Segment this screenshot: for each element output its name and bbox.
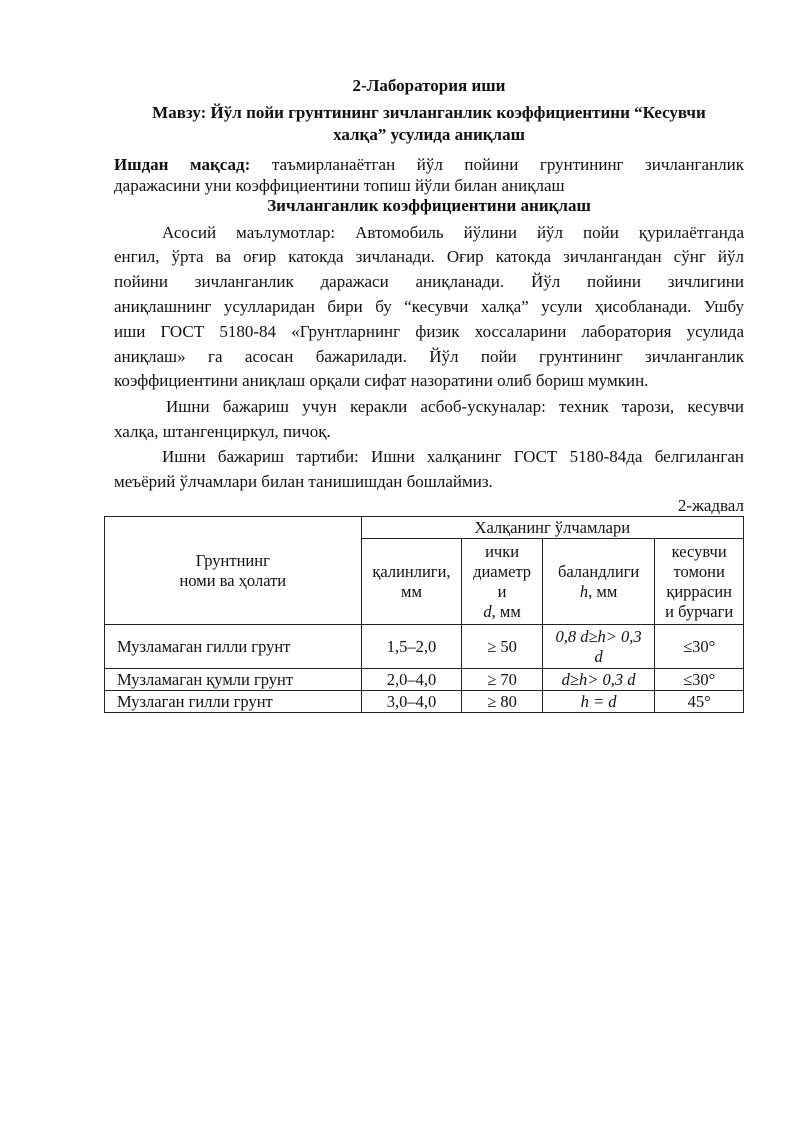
inner-diameter-header-cell [462,539,543,625]
inner-diameter-cell: ≥ 70 [462,669,543,691]
soil-header-cell [105,517,362,625]
height-cell-line: d [594,646,603,666]
thickness-header-cell [361,539,462,625]
ring-dimensions-group-header: Халқанинг ўлчамлари [361,517,743,539]
table-row [105,625,744,669]
height-header-line: баландлиги [557,561,640,581]
soil-cell: Музламаган гилли грунт [105,625,362,669]
purpose-text: таъмирланаётган йўл пойини грунтининг зичланганлик [271,155,744,174]
edge-angle-header-cell [655,539,744,625]
height-header-var: h [579,581,589,601]
height-header-cell [542,539,654,625]
paragraph-3-line: меъёрий ўлчамлари билан танишишдан бошлаймиз. [114,472,493,491]
topic-line-1: Мавзу: Йўл пойи грунтининг зичланганлик коэффициентини “Кесувчи [152,103,706,122]
paragraph-1-line: енгил, ўрта ва оғир катокда зичланади. Оғир катокда зичлангандан сўнг йўл [114,247,744,266]
paragraph-2-line: халқа, штангенциркул, пичоқ. [114,422,331,441]
soil-cell: Музлаган гилли грунт [105,691,362,713]
thickness-header-line: қалинлиги, [372,561,451,581]
purpose-label: Ишдан мақсад: [114,155,251,174]
inner-diameter-cell: ≥ 50 [462,625,543,669]
soil-header-line: Грунтнинг [195,550,270,570]
topic-line-2: халқа” усулида аниқлаш [333,125,525,144]
ring-dimensions-table [104,516,744,713]
inner-header-line: и [497,581,507,601]
paragraph-1-line: аниқлашнинг усулларидан бири бу “кесувчи халқа” усули ҳисобланади. Ушбу [114,297,744,316]
thickness-cell: 2,0–4,0 [361,669,462,691]
section-title: Зичланганлик коэффициентини аниқлаш [267,196,591,215]
inner-diameter-cell: ≥ 80 [462,691,543,713]
edge-header-line: қиррасин [666,581,732,601]
soil-header-line: номи ва ҳолати [179,570,287,590]
paragraph-2-line: Ишни бажариш учун керакли асбоб-ускуналар: техник тарози, кесувчи [166,397,744,416]
purpose-line-2: даражасини уни коэффициентини топиш йўли билан аниқлаш [114,176,565,195]
height-cell-line: 0,8 d≥h> 0,3 [555,626,642,646]
height-header-line [545,582,652,602]
inner-header-line: ички [485,541,520,561]
paragraph-1-line: иши ГОСТ 5180-84 «Грунтларнинг физик хоссаларини лаборатория усулида [114,322,744,341]
table-row [105,691,744,713]
edge-header-line: и бурчаги [665,601,734,621]
height-header-unit: , мм [588,581,618,601]
angle-cell: ≤30° [655,625,744,669]
paragraph-1-line: коэффициентини аниқлаш орқали сифат назоратини олиб бориш мумкин. [114,371,649,390]
angle-cell: 45° [655,691,744,713]
paragraph-1-line: Асосий маълумотлар: Автомобиль йўлини йўл пойи қурилаётганда [162,223,744,242]
thickness-header-line: мм [401,581,422,601]
thickness-cell: 3,0–4,0 [361,691,462,713]
inner-header-line: диаметр [473,561,532,581]
paragraph-3-line: Ишни бажариш тартиби: Ишни халқанинг ГОСТ 5180-84да белгиланган [162,447,744,466]
inner-header-line [464,602,540,622]
lab-number-title: 2-Лаборатория иши [352,76,506,95]
angle-cell: ≤30° [655,669,744,691]
height-cell [542,625,654,669]
table-caption: 2-жадвал [677,496,744,515]
soil-cell: Музламаган қумли грунт [105,669,362,691]
edge-header-line: кесувчи [671,541,727,561]
height-cell: h = d [542,691,654,713]
edge-header-line: томони [673,561,725,581]
paragraph-1-line: пойини зичланганлик даражаси аниқланади. Йўл пойини зичлигини [114,272,744,291]
table-row [105,669,744,691]
inner-header-var: d [483,601,492,621]
paragraph-1-line: аниқлаш» га асосан бажарилади. Йўл пойи грунтининг зичланганлик [114,347,744,366]
height-cell: d≥h> 0,3 d [542,669,654,691]
thickness-cell: 1,5–2,0 [361,625,462,669]
inner-header-unit: , мм [491,601,521,621]
